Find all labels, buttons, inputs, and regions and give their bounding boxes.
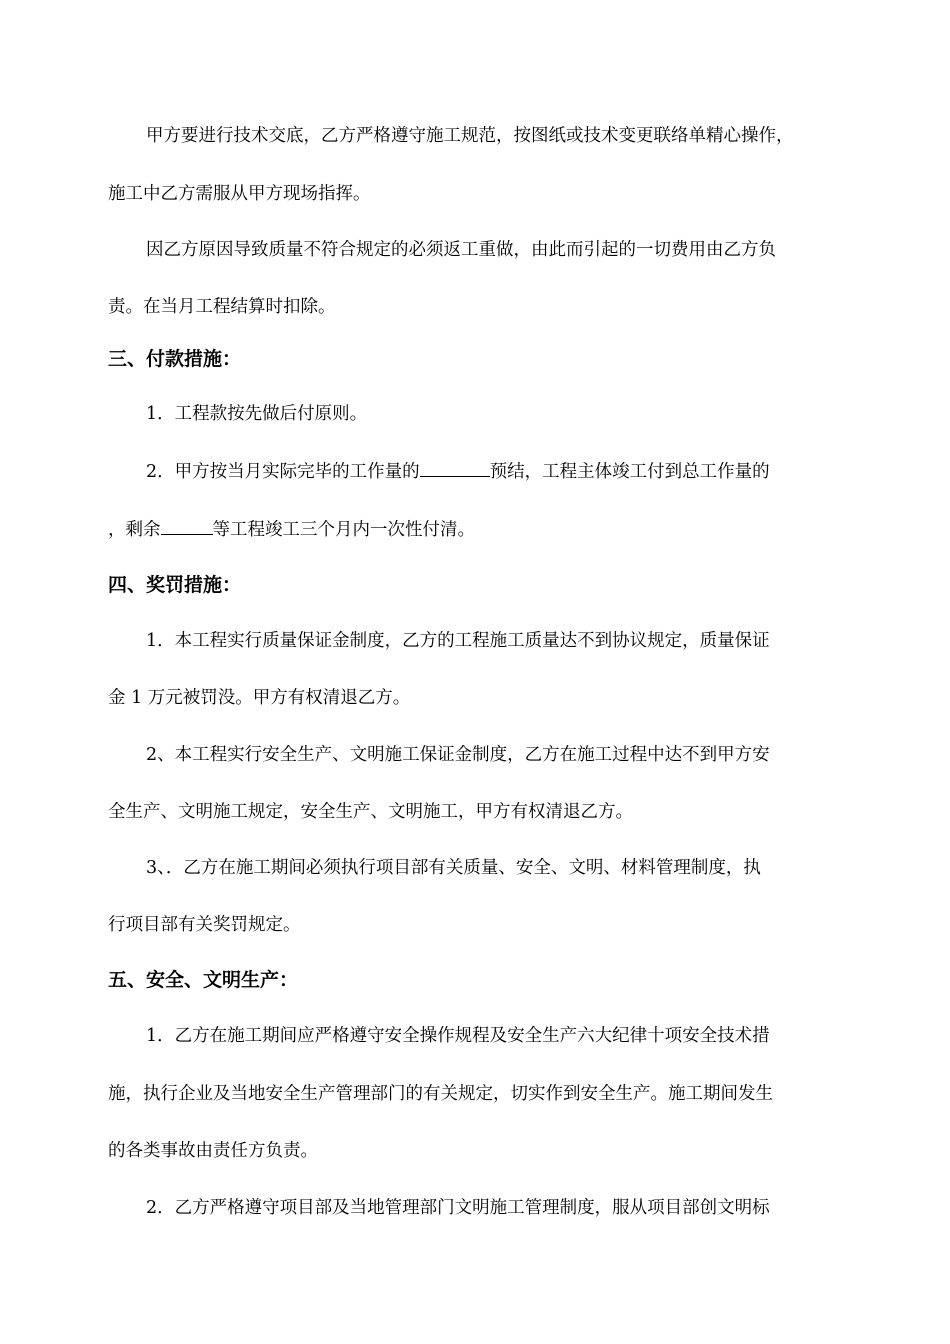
rewards-item-2-line-1: 2、本工程实行安全生产、文明施工保证金制度，乙方在施工过程中达不到甲方安 — [146, 745, 770, 765]
rewards-item-3-line-2: 行项目部有关奖罚规定。 — [108, 915, 301, 935]
payment-item-2-line-1 — [146, 458, 848, 484]
paragraph-rework-line-1: 因乙方原因导致质量不符合规定的必须返工重做，由此而引起的一切费用由乙方负 — [146, 240, 776, 260]
payment-item-2-text-c: ，剩余 — [108, 520, 161, 540]
section-heading-rewards-penalties: 四、奖罚措施： — [108, 574, 242, 596]
rewards-item-2-line-2: 全生产、文明施工规定，安全生产、文明施工，甲方有权清退乙方。 — [108, 802, 633, 822]
section-heading-safety-civilized-production: 五、安全、文明生产： — [108, 969, 299, 991]
safety-item-1-line-2: 施，执行企业及当地安全生产管理部门的有关规定，切实作到安全生产。施工期间发生 — [108, 1084, 773, 1104]
payment-item-2-text-a: 2．甲方按当月实际完毕的工作量的 — [146, 462, 420, 482]
safety-item-1-line-3: 的各类事故由责任方负责。 — [108, 1141, 318, 1161]
safety-item-2-line-1: 2．乙方严格遵守项目部及当地管理部门文明施工管理制度，服从项目部创文明标 — [146, 1198, 770, 1218]
section-heading-payment: 三、付款措施： — [108, 348, 242, 370]
payment-item-2-text-d: 等工程竣工三个月内一次性付清。 — [212, 520, 475, 540]
paragraph-rework-line-2: 责。在当月工程结算时扣除。 — [108, 297, 336, 317]
fill-in-blank-1[interactable] — [420, 458, 490, 477]
rewards-item-1-line-1: 1．本工程实行质量保证金制度，乙方的工程施工质量达不到协议规定，质量保证 — [146, 631, 770, 651]
paragraph-technical-briefing-line-1: 甲方要进行技术交底，乙方严格遵守施工规范，按图纸或技术变更联络单精心操作， — [146, 126, 794, 146]
payment-item-2-line-2 — [108, 516, 848, 542]
rewards-item-1-line-2: 金 1 万元被罚没。甲方有权清退乙方。 — [108, 688, 411, 708]
fill-in-blank-2[interactable] — [161, 516, 213, 535]
rewards-item-3-line-1: 3、．乙方在施工期间必须执行项目部有关质量、安全、文明、材料管理制度，执 — [146, 858, 761, 878]
safety-item-1-line-1: 1．乙方在施工期间应严格遵守安全操作规程及安全生产六大纪律十项安全技术措 — [146, 1026, 770, 1046]
payment-item-1: 1．工程款按先做后付原则。 — [146, 404, 368, 424]
paragraph-technical-briefing-line-2: 施工中乙方需服从甲方现场指挥。 — [108, 184, 371, 204]
payment-item-2-text-b: 预结，工程主体竣工付到总工作量的 — [489, 462, 770, 482]
